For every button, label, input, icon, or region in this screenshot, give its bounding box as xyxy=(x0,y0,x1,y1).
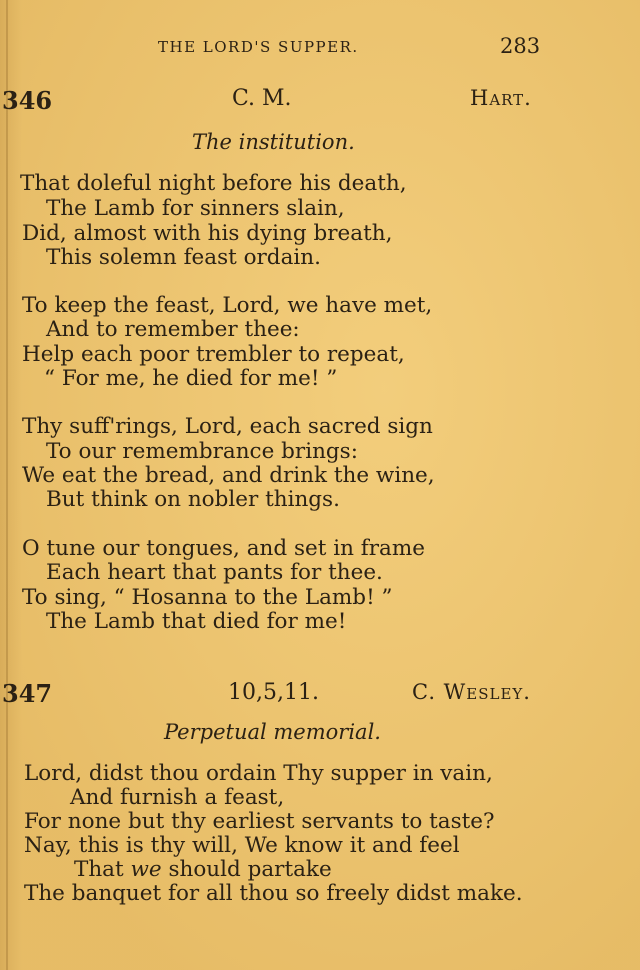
verse-line: Each heart that pants for thee. xyxy=(46,560,383,585)
running-head: THE LORD'S SUPPER. xyxy=(158,38,359,56)
page-number: 283 xyxy=(500,34,541,58)
verse-line: Help each poor trembler to repeat, xyxy=(22,342,405,367)
verse-line: Lord, didst thou ordain Thy supper in vain, xyxy=(24,761,493,786)
verse-line: The Lamb for sinners slain, xyxy=(46,196,345,221)
verse-line: And to remember thee: xyxy=(46,317,300,342)
verse-line: For none but thy earliest servants to taste? xyxy=(24,809,495,834)
verse-line: Thy suff'rings, Lord, each sacred sign xyxy=(22,414,433,439)
verse-line: O tune our tongues, and set in frame xyxy=(22,536,425,561)
verse-italic-word: we xyxy=(130,857,162,882)
hymn-subtitle-346: The institution. xyxy=(192,130,355,154)
hymn-subtitle-347: Perpetual memorial. xyxy=(164,720,381,744)
page-gutter xyxy=(6,0,8,970)
verse-line: Nay, this is thy will, We know it and feel xyxy=(24,833,460,858)
verse-line: This solemn feast ordain. xyxy=(46,245,321,270)
hymn-meter-346: C. M. xyxy=(232,86,292,111)
hymn-author-346: Hart. xyxy=(470,86,532,110)
hymn-number-347: 347 xyxy=(2,679,53,708)
verse-line: To keep the feast, Lord, we have met, xyxy=(22,293,433,318)
verse-line xyxy=(74,858,332,882)
verse-line: That doleful night before his death, xyxy=(20,171,407,196)
verse-text: That xyxy=(74,857,131,882)
hymn-author-347: C. Wesley. xyxy=(412,680,531,704)
verse-line: The banquet for all thou so freely didst make. xyxy=(24,881,523,906)
verse-line: To sing, “ Hosanna to the Lamb! ” xyxy=(22,585,393,610)
verse-line: Did, almost with his dying breath, xyxy=(22,221,393,246)
verse-line: “ For me, he died for me! ” xyxy=(44,366,338,391)
verse-line: But think on nobler things. xyxy=(46,487,340,512)
verse-text: should partake xyxy=(161,857,332,882)
verse-line: We eat the bread, and drink the wine, xyxy=(22,463,435,488)
verse-line: To our remembrance brings: xyxy=(46,439,358,464)
hymn-number-346: 346 xyxy=(2,86,53,115)
verse-line: The Lamb that died for me! xyxy=(46,609,347,634)
verse-line: And furnish a feast, xyxy=(70,785,285,810)
hymn-meter-347: 10,5,11. xyxy=(228,680,319,705)
